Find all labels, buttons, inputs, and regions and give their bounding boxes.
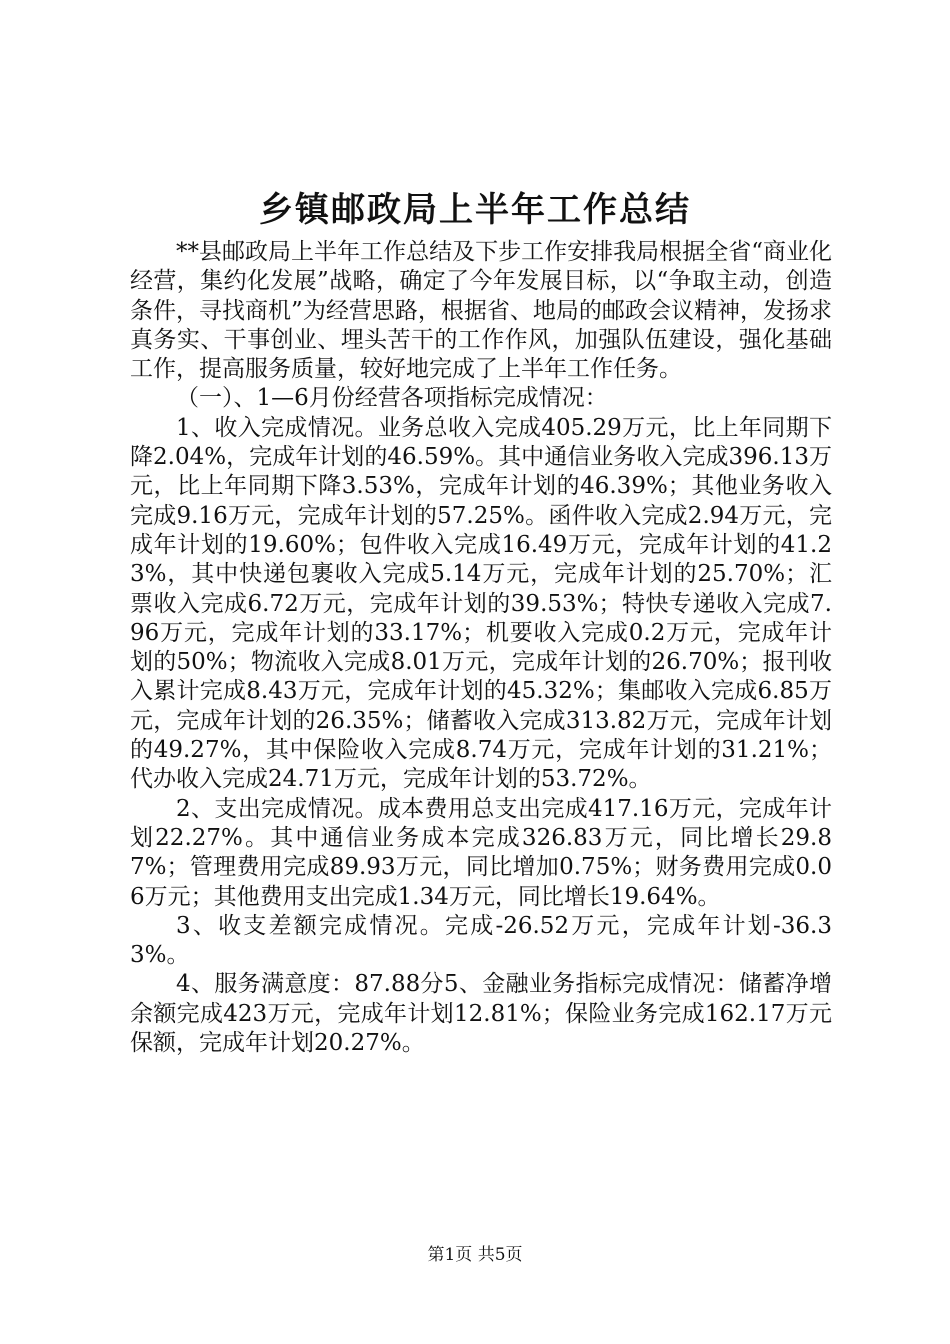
paragraph-balance: 3、收支差额完成情况。完成-26.52万元，完成年计划-36.33%。 bbox=[130, 912, 832, 969]
paragraph-income: 1、收入完成情况。业务总收入完成405.29万元，比上年同期下降2.04%，完成年计划的46.59%。其中通信业务收入完成396.13万元，比上年同期下降3.53%，完成年计划的46.39%；其他业务收入完成9.16万元，完成年计划的57.25%。函件收入完成2.94万元，完成年计划的19.60%；包件收入完成16.49万元，完成年计划的41.23%，其中快递包裹收入完成5.14万元，完成年计划的25.70%；汇票收入完成6.72万元，完成年计划的39.53%；特快专递收入完成7.96万元，完成年计划的33.17%；机要收入完成0.2万元，完成年计划的50%；物流收入完成8.01万元，完成年计划的26.70%；报刊收入累计完成8.43万元，完成年计划的45.32%；集邮收入完成6.85万元，完成年计划的26.35%；储蓄收入完成313.82万元，完成年计划的49.27%，其中保险收入完成8.74万元，完成年计划的31.21%；代办收入完成24.71万元，完成年计划的53.72%。 bbox=[130, 414, 832, 793]
paragraph-intro: **县邮政局上半年工作总结及下步工作安排我局根据全省“商业化经营，集约化发展”战略，确定了今年发展目标，以“争取主动，创造条件，寻找商机”为经营思路，根据省、地局的邮政会议精神，发扬求真务实、干事创业、埋头苦干的工作作风，加强队伍建设，强化基础工作，提高服务质量，较好地完成了上半年工作任务。 bbox=[130, 239, 832, 383]
document-body bbox=[130, 238, 832, 1058]
document-title: 乡镇邮政局上半年工作总结 bbox=[259, 190, 691, 230]
paragraph-expense: 2、支出完成情况。成本费用总支出完成417.16万元，完成年计划22.27%。其中通信业务成本完成326.83万元，同比增长29.87%；管理费用完成89.93万元，同比增加0.75%；财务费用完成0.06万元；其他费用支出完成1.34万元，同比增长19.64%。 bbox=[130, 795, 832, 910]
paragraph-satisfaction: 4、服务满意度：87.88分5、金融业务指标完成情况：储蓄净增余额完成423万元，完成年计划12.81%；保险业务完成162.17万元保额，完成年计划20.27%。 bbox=[130, 971, 832, 1057]
page-number: 第1页 共5页 bbox=[427, 1245, 523, 1265]
paragraph-section-heading: （一）、1—6月份经营各项指标完成情况： bbox=[176, 385, 608, 412]
